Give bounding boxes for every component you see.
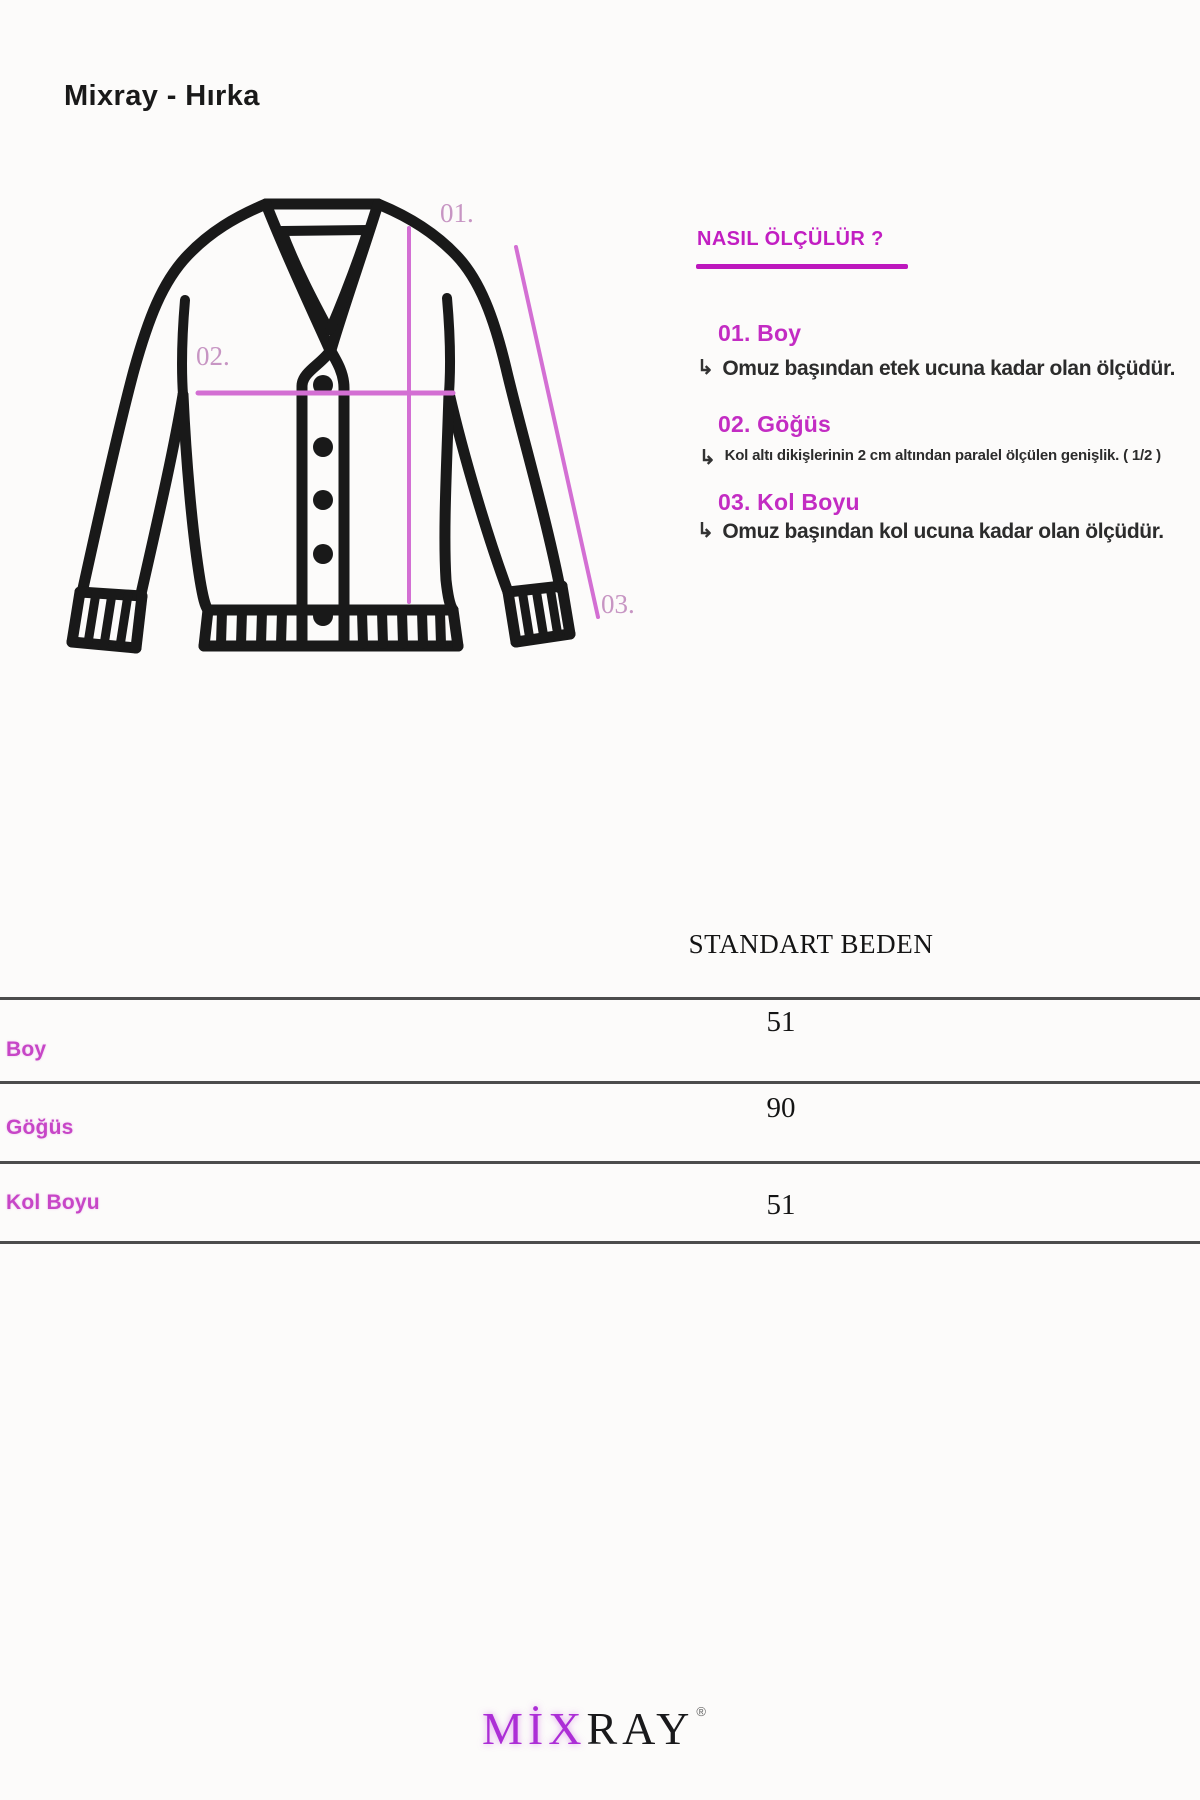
- return-arrow-icon: ↳: [697, 357, 714, 379]
- size-table-header: STANDART BEDEN: [688, 929, 934, 959]
- table-value-gogus: 90: [766, 1092, 796, 1124]
- return-arrow-icon: ↳: [699, 447, 716, 469]
- brand-logo: [482, 1702, 706, 1755]
- table-value-boy: 51: [766, 1006, 796, 1038]
- cardigan-line-art: [50, 160, 670, 670]
- howto-heading-underline: [696, 264, 908, 269]
- step-desc-boy: [697, 357, 1175, 381]
- diagram-label-03: 03.: [601, 589, 635, 619]
- brand-logo-ray: RAY: [586, 1703, 695, 1754]
- step-desc-gogus: [699, 444, 1161, 469]
- step-desc-gogus-text: Kol altı dikişlerinin 2 cm altından paralel ölçülen genişlik. ( 1/2 ): [724, 447, 1161, 464]
- table-rule: [0, 1081, 1200, 1084]
- step-desc-kol-boyu-text: Omuz başından kol ucuna kadar olan ölçüdür.: [722, 520, 1164, 543]
- cardigan-buttons: [313, 375, 333, 626]
- left-cuff-ribs: [88, 593, 128, 646]
- page-title: Mixray - Hırka: [64, 80, 260, 112]
- cardigan-measurement-diagram: [50, 160, 670, 670]
- table-value-kol-boyu: 51: [766, 1189, 796, 1221]
- return-arrow-icon: ↳: [697, 520, 714, 542]
- diagram-label-01: 01.: [440, 198, 474, 228]
- diagram-label-02: 02.: [196, 341, 230, 371]
- table-rule: [0, 1241, 1200, 1244]
- brand-logo-mix: MİX: [482, 1703, 587, 1754]
- table-label-kol-boyu: Kol Boyu: [6, 1191, 100, 1214]
- table-label-boy: Boy: [6, 1038, 47, 1061]
- howto-heading: NASIL ÖLÇÜLÜR ?: [697, 228, 884, 250]
- step-title-gogus: 02. Göğüs: [718, 411, 831, 437]
- step-desc-boy-text: Omuz başından etek ucuna kadar olan ölçüdür.: [722, 357, 1176, 380]
- cardigan-outline: [72, 204, 570, 648]
- table-rule: [0, 997, 1200, 1000]
- table-rule: [0, 1161, 1200, 1164]
- step-title-boy: 01. Boy: [718, 320, 802, 346]
- measurement-labels: [196, 198, 635, 619]
- step-desc-kol-boyu: [697, 520, 1164, 544]
- registered-trademark-icon: ®: [696, 1704, 706, 1719]
- table-label-gogus: Göğüs: [6, 1116, 74, 1139]
- measurement-lines: [198, 228, 598, 617]
- step-title-kol-boyu: 03. Kol Boyu: [718, 489, 860, 515]
